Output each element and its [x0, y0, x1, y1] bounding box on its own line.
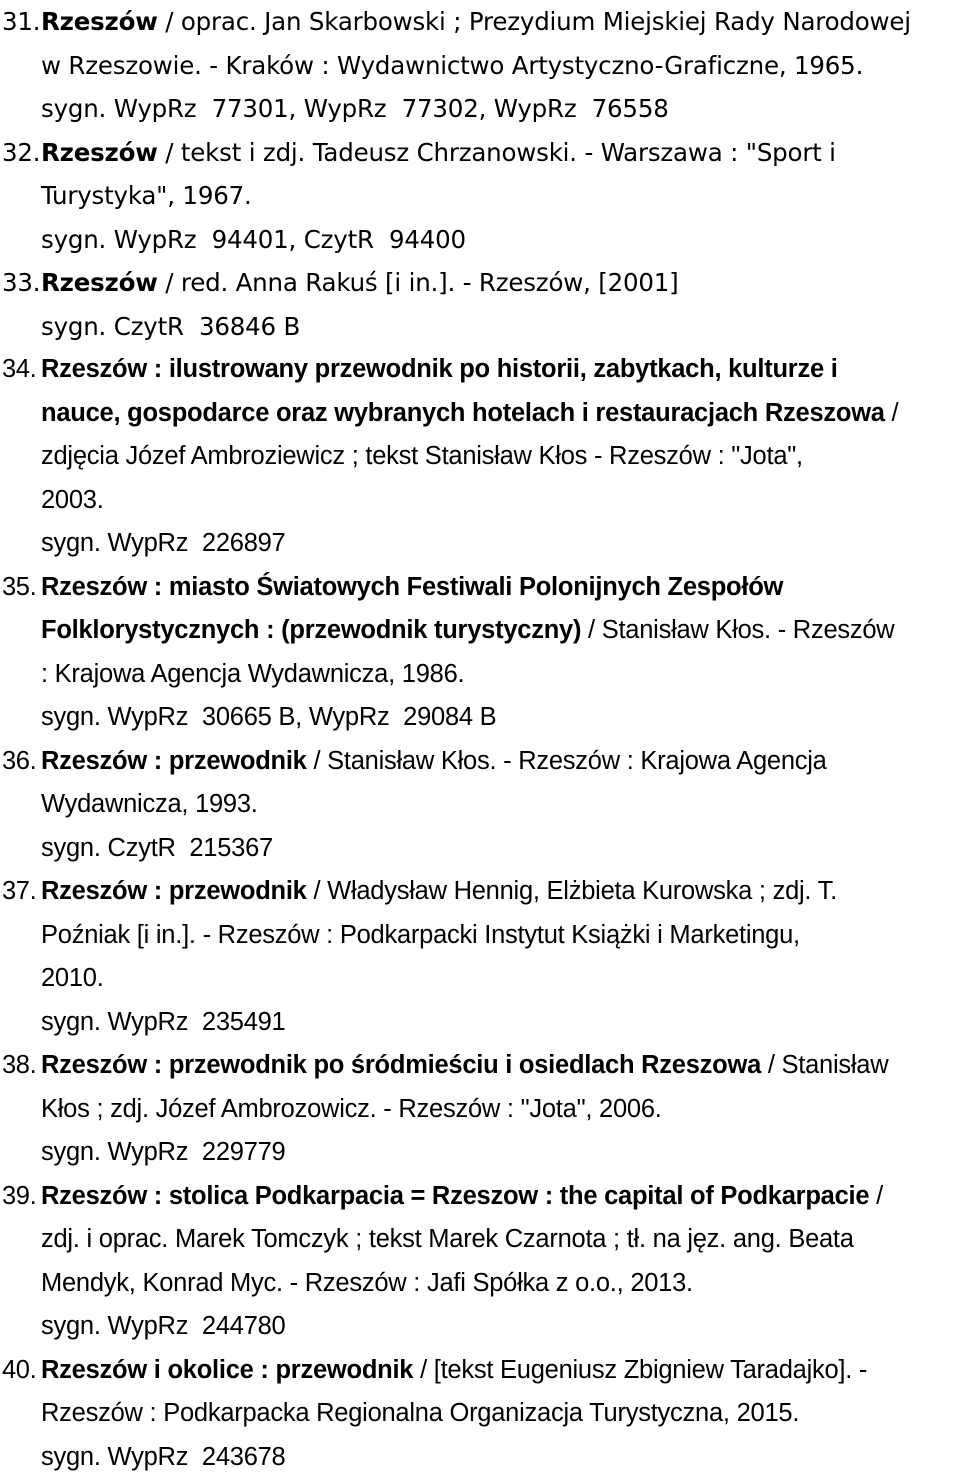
bibliography-entry [0, 348, 960, 566]
entry-description: sygn. WypRz 226897 [41, 529, 286, 557]
entry-description: / tekst i zdj. Tadeusz Chrzanowski. - Warszawa : "Sport i [158, 138, 836, 167]
entry-title: Rzeszów : stolica Podkarpacia = Rzeszow : the capital of Podkarpacie [41, 1182, 869, 1210]
entry-detail-line [41, 827, 954, 871]
entry-detail-line [41, 87, 954, 131]
entry-description: 2003. [41, 486, 104, 514]
entry-description: / [tekst Eugeniusz Zbigniew Taradajko]. - [413, 1356, 867, 1384]
bibliography-entry [0, 870, 960, 1044]
entry-detail-line [41, 305, 954, 349]
entry-detail-line [41, 218, 954, 262]
entry-description: sygn. WypRz 30665 B, WypRz 29084 B [41, 703, 496, 731]
bibliography-entry [0, 261, 960, 348]
entry-title-line [41, 870, 954, 914]
entry-title: Rzeszów : przewodnik [41, 747, 307, 775]
entry-title-line [41, 131, 954, 175]
entry-number: 37. [2, 870, 36, 914]
entry-title-line [41, 740, 954, 784]
entry-title: Rzeszów : miasto Światowych Festiwali Polonijnych Zespołów [41, 573, 783, 601]
entry-description: / [869, 1182, 883, 1210]
entry-number: 39. [2, 1175, 36, 1219]
entry-description: / Stanisław [761, 1051, 888, 1079]
entry-title: Rzeszów i okolice : przewodnik [41, 1356, 413, 1384]
entry-description: sygn. WypRz 77301, WypRz 77302, WypRz 76558 [41, 94, 669, 123]
entry-title-line [41, 348, 954, 392]
entry-description: / Stanisław Kłos. - Rzeszów : Krajowa Agencja [307, 747, 827, 775]
entry-description: Kłos ; zdj. Józef Ambrozowicz. - Rzeszów : "Jota", 2006. [41, 1095, 662, 1123]
entry-description: Turystyka", 1967. [41, 181, 252, 210]
bibliography-entry [0, 566, 960, 740]
entry-detail-line [41, 1262, 954, 1306]
entry-number: 33. [2, 261, 40, 305]
entry-title: Rzeszów [41, 138, 158, 167]
entry-number: 40. [2, 1349, 36, 1393]
entry-title-line [41, 1044, 954, 1088]
entry-detail-line [41, 1436, 954, 1479]
entry-number: 34. [2, 348, 36, 392]
entry-number: 32. [2, 131, 40, 175]
entry-description: 2010. [41, 964, 104, 992]
entry-description: Poźniak [i in.]. - Rzeszów : Podkarpacki Instytut Książki i Marketingu, [41, 921, 800, 949]
entry-detail-line [41, 609, 954, 653]
bibliography-entry [0, 0, 960, 131]
entry-detail-line [41, 1305, 954, 1349]
entry-description: w Rzeszowie. - Kraków : Wydawnictwo Artystyczno-Graficzne, 1965. [41, 51, 863, 80]
entry-title-line [41, 1349, 954, 1393]
entry-detail-line [41, 174, 954, 218]
entry-title-line [41, 566, 954, 610]
entry-description: zdjęcia Józef Ambroziewicz ; tekst Stanisław Kłos - Rzeszów : "Jota", [41, 442, 803, 470]
entry-description: / Władysław Hennig, Elżbieta Kurowska ; zdj. T. [307, 877, 837, 905]
entry-description: Wydawnicza, 1993. [41, 790, 258, 818]
entry-title-line [41, 0, 954, 44]
entry-title: Rzeszów [41, 268, 158, 297]
entry-detail-line [41, 957, 954, 1001]
entry-description: sygn. WypRz 235491 [41, 1008, 286, 1036]
entry-description: sygn. WypRz 244780 [41, 1312, 286, 1340]
entry-description: sygn. CzytR 215367 [41, 834, 273, 862]
entry-title-line [41, 1175, 954, 1219]
entry-description: Rzeszów : Podkarpacka Regionalna Organizacja Turystyczna, 2015. [41, 1399, 799, 1427]
entry-description: / red. Anna Rakuś [i in.]. - Rzeszów, [2001] [158, 268, 679, 297]
entry-description: : Krajowa Agencja Wydawnicza, 1986. [41, 660, 464, 688]
entry-detail-line [41, 1392, 954, 1436]
entry-detail-line [41, 914, 954, 958]
entry-title: Rzeszów : przewodnik [41, 877, 307, 905]
entry-detail-line [41, 1088, 954, 1132]
entry-detail-line [41, 392, 954, 436]
entry-title: Folklorystycznych : (przewodnik turystyczny) [41, 616, 581, 644]
entry-detail-line [41, 479, 954, 523]
entry-detail-line [41, 696, 954, 740]
entry-title: Rzeszów : ilustrowany przewodnik po historii, zabytkach, kulturze i [41, 355, 838, 383]
bibliography-entry [0, 740, 960, 871]
entry-detail-line [41, 1001, 954, 1045]
entry-description: zdj. i oprac. Marek Tomczyk ; tekst Marek Czarnota ; tł. na jęz. ang. Beata [41, 1225, 854, 1253]
entry-description: / Stanisław Kłos. - Rzeszów [581, 616, 894, 644]
entry-title: Rzeszów : przewodnik po śródmieściu i osiedlach Rzeszowa [41, 1051, 761, 1079]
entry-detail-line [41, 44, 954, 88]
entry-description: sygn. WypRz 94401, CzytR 94400 [41, 225, 466, 254]
entry-number: 36. [2, 740, 36, 784]
bibliography-entry [0, 1175, 960, 1349]
entry-title: Rzeszów [41, 7, 158, 36]
entry-title: nauce, gospodarce oraz wybranych hotelach i restauracjach Rzeszowa [41, 399, 885, 427]
entry-detail-line [41, 783, 954, 827]
entry-detail-line [41, 1131, 954, 1175]
bibliography-entry [0, 1349, 960, 1479]
entry-detail-line [41, 1218, 954, 1262]
entry-detail-line [41, 522, 954, 566]
entry-description: sygn. WypRz 243678 [41, 1443, 286, 1471]
bibliography-entry [0, 1044, 960, 1175]
entry-title-line [41, 261, 954, 305]
entry-description: sygn. WypRz 229779 [41, 1138, 286, 1166]
entry-number: 38. [2, 1044, 36, 1088]
entry-detail-line [41, 435, 954, 479]
entry-description: sygn. CzytR 36846 B [41, 312, 300, 341]
entry-description: / [885, 399, 899, 427]
entry-number: 35. [2, 566, 36, 610]
entry-detail-line [41, 653, 954, 697]
entry-description: Mendyk, Konrad Myc. - Rzeszów : Jafi Spółka z o.o., 2013. [41, 1269, 693, 1297]
entry-number: 31. [2, 0, 40, 44]
entry-description: / oprac. Jan Skarbowski ; Prezydium Miejskiej Rady Narodowej [158, 7, 911, 36]
bibliography-entry [0, 131, 960, 262]
